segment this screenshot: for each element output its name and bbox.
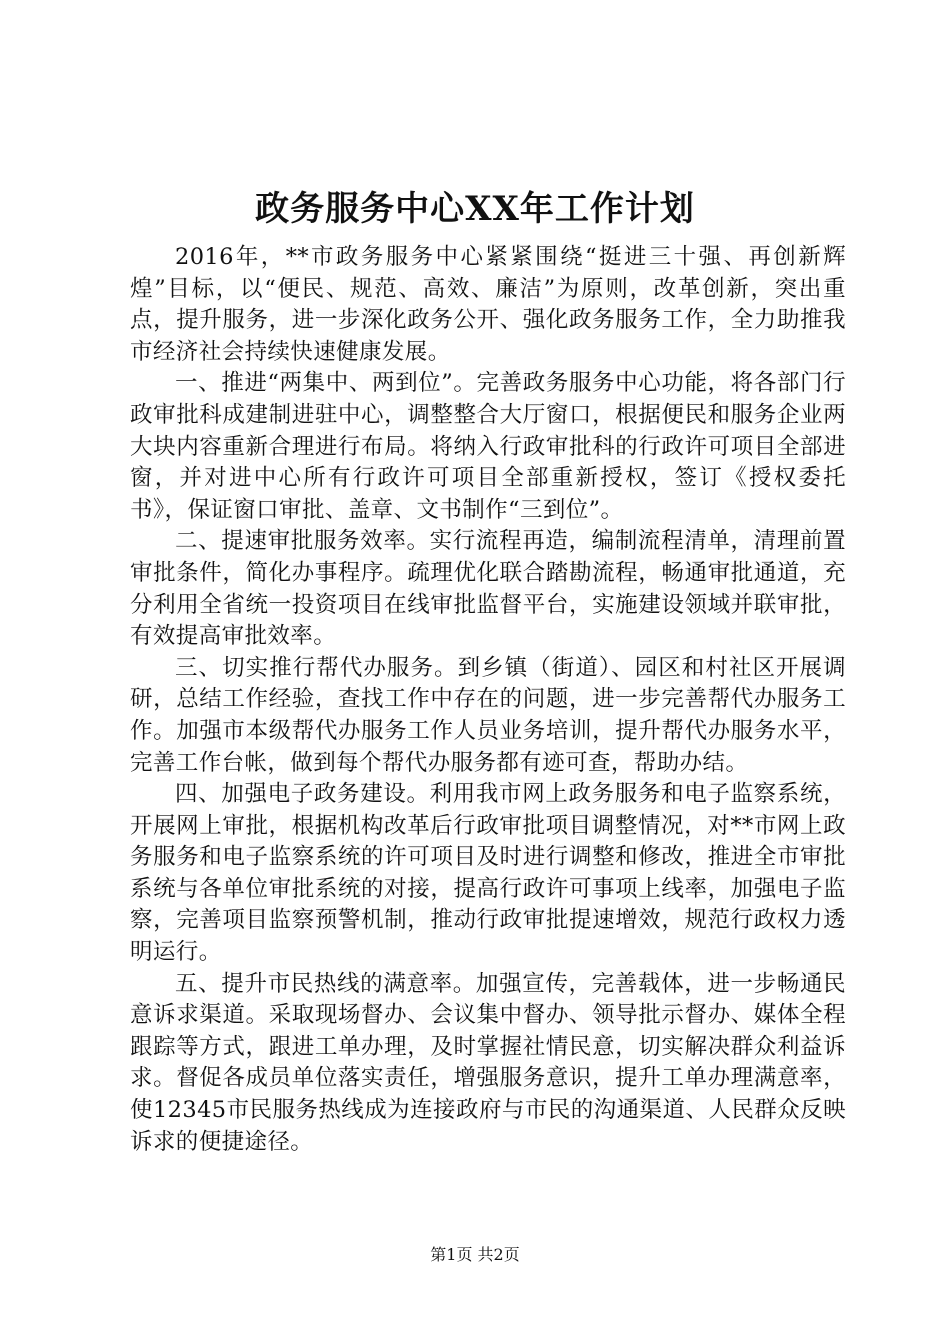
document-body: [130, 242, 846, 1158]
paragraph-intro: 2016年，**市政务服务中心紧紧围绕“挺进三十强、再创新辉煌”目标，以“便民、规范、高效、廉洁”为原则，改革创新，突出重点，提升服务，进一步深化政务公开、强化政务服务工作，全力助推我市经济社会持续快速健康发展。: [130, 244, 846, 365]
document-title: 政务服务中心XX年工作计划: [255, 189, 695, 229]
paragraph-section-1: 一、推进“两集中、两到位”。完善政务服务中心功能，将各部门行政审批科成建制进驻中心，调整整合大厅窗口，根据便民和服务企业两大块内容重新合理进行布局。将纳入行政审批科的行政许可项目全部进窗，并对进中心所有行政许可项目全部重新授权，签订《授权委托书》，保证窗口审批、盖章、文书制作“三到位”。: [130, 370, 846, 523]
paragraph-section-4: 四、加强电子政务建设。利用我市网上政务服务和电子监察系统，开展网上审批，根据机构改革后行政审批项目调整情况，对**市网上政务服务和电子监察系统的许可项目及时进行调整和修改，推进全市审批系统与各单位审批系统的对接，提高行政许可事项上线率，加强电子监察，完善项目监察预警机制，推动行政审批提速增效，规范行政权力透明运行。: [130, 781, 846, 966]
paragraph-section-3: 三、切实推行帮代办服务。到乡镇（街道）、园区和村社区开展调研，总结工作经验，查找工作中存在的问题，进一步完善帮代办服务工作。加强市本级帮代办服务工作人员业务培训，提升帮代办服务水平，完善工作台帐，做到每个帮代办服务都有迹可查，帮助办结。: [130, 654, 846, 776]
page-number-footer: 第1页 共2页: [430, 1245, 520, 1264]
paragraph-section-2: 二、提速审批服务效率。实行流程再造，编制流程清单，清理前置审批条件，简化办事程序。疏理优化联合踏勘流程，畅通审批通道，充分利用全省统一投资项目在线审批监督平台，实施建设领域并联审批，有效提高审批效率。: [130, 528, 846, 650]
paragraph-section-5: 五、提升市民热线的满意率。加强宣传，完善载体，进一步畅通民意诉求渠道。采取现场督办、会议集中督办、领导批示督办、媒体全程跟踪等方式，跟进工单办理，及时掌握社情民意，切实解决群众利益诉求。督促各成员单位落实责任，增强服务意识，提升工单办理满意率，使12345市民服务热线成为连接政府与市民的沟通渠道、人民群众反映诉求的便捷途径。: [130, 970, 846, 1155]
